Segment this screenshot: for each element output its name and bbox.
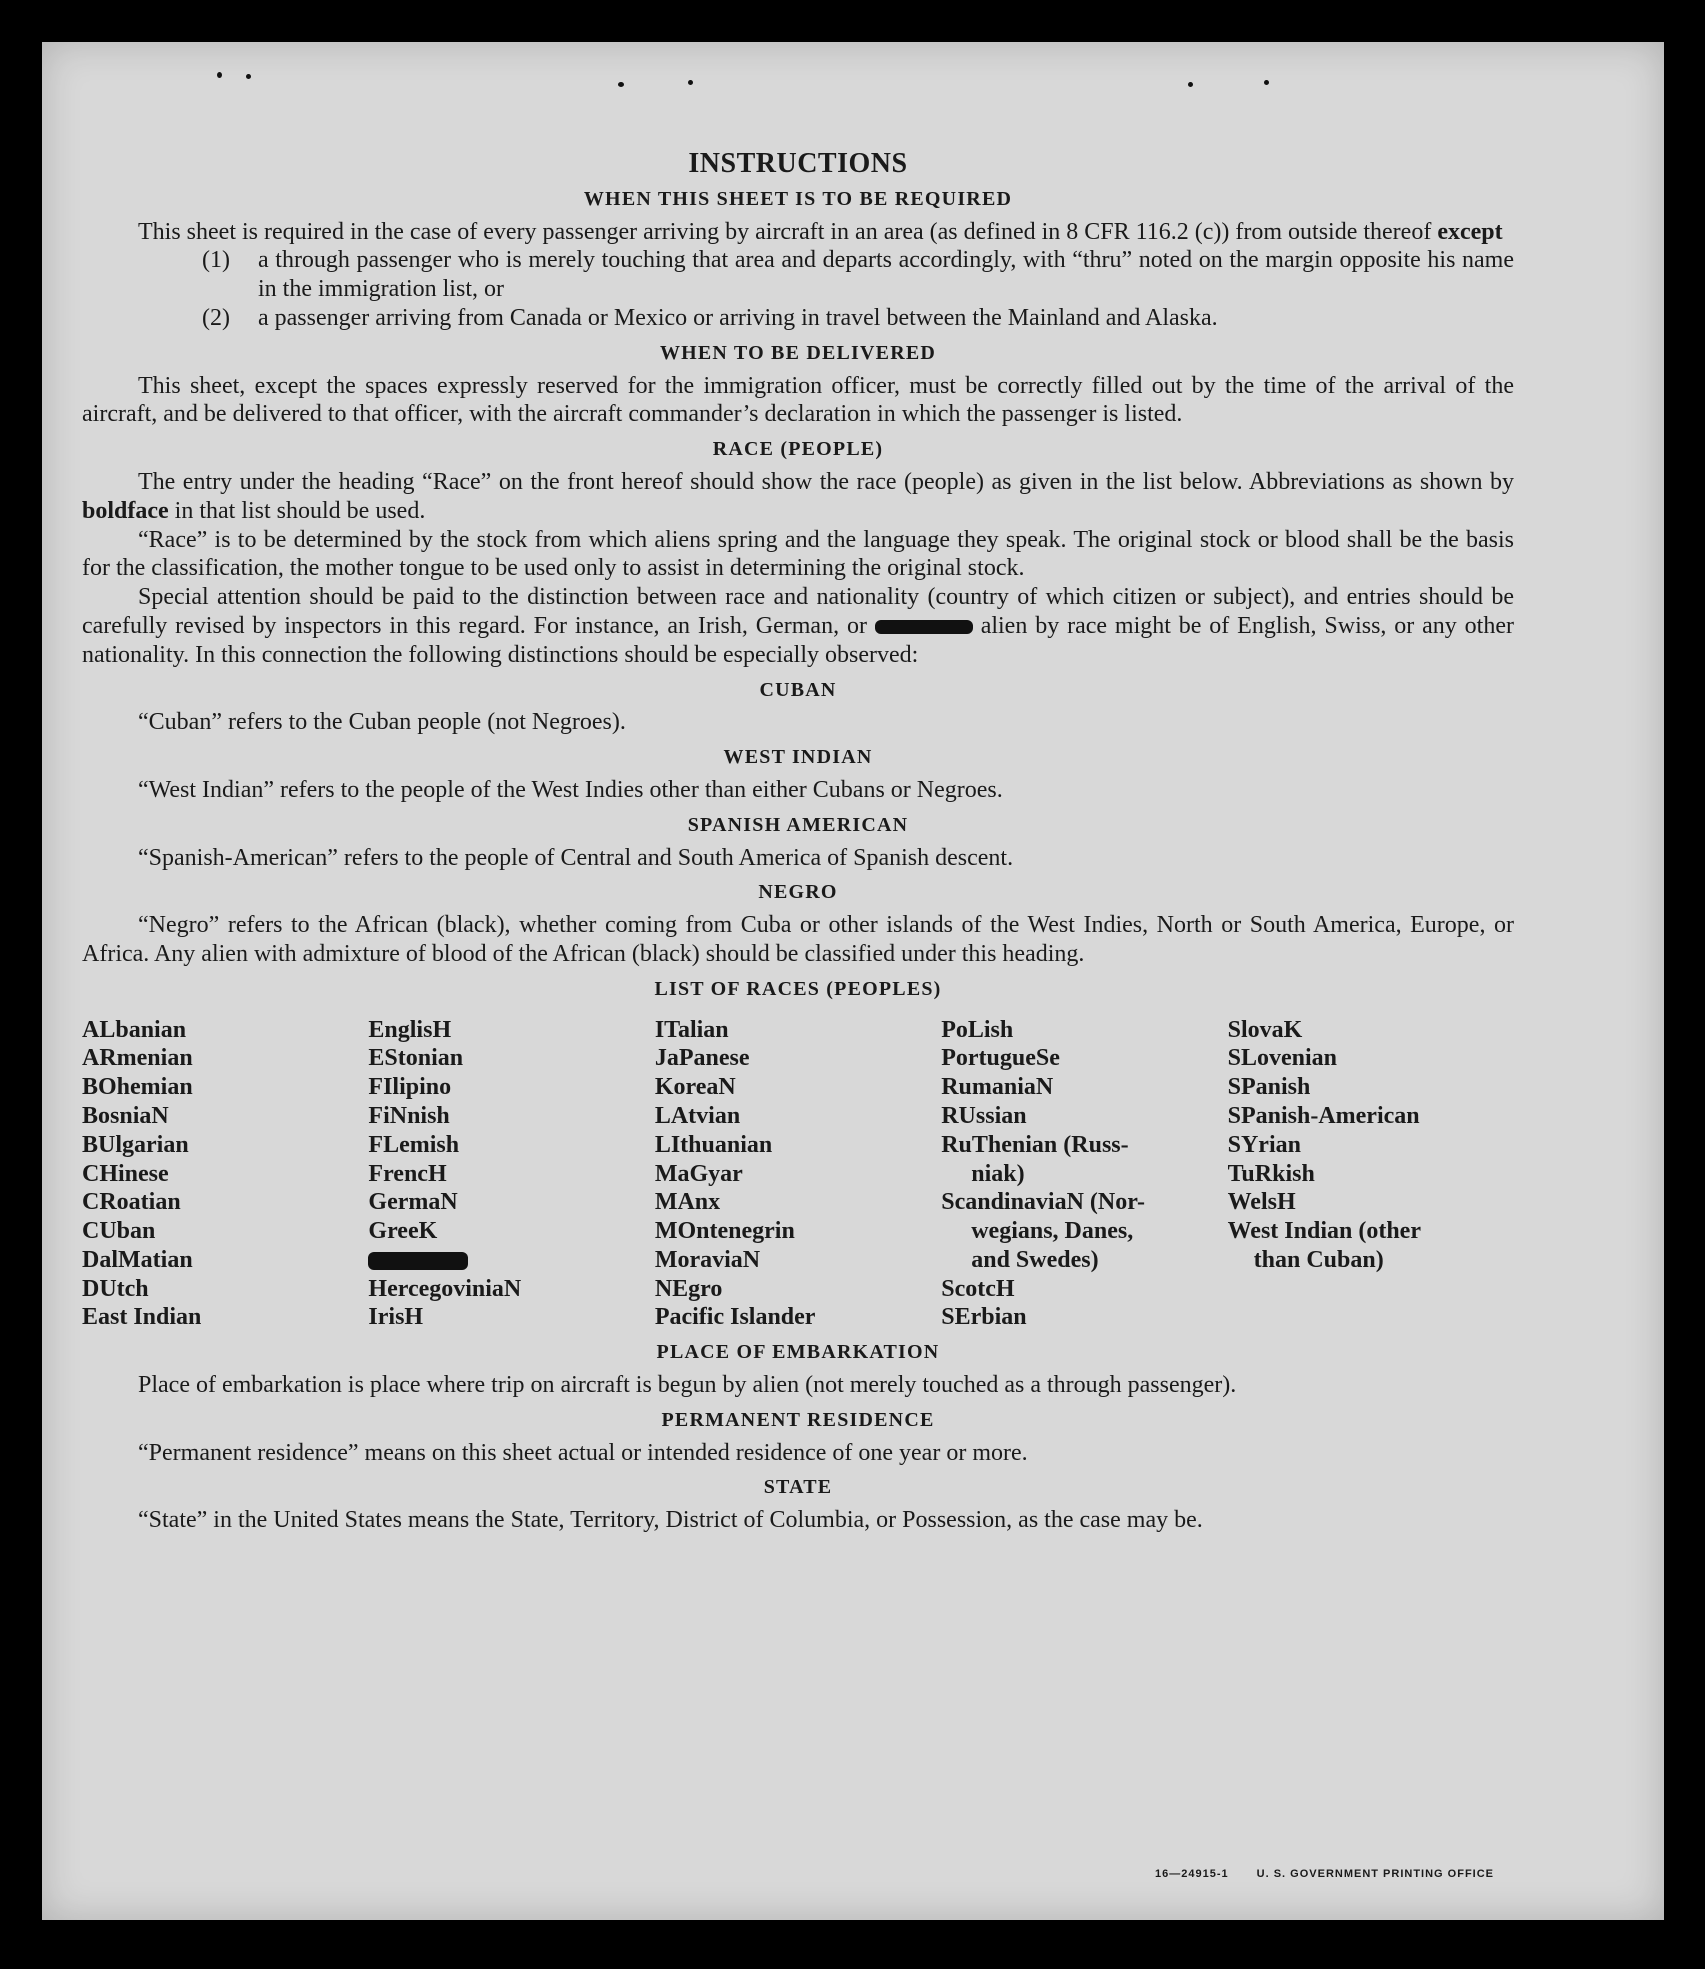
races-column-3 [655,1016,941,1333]
speck [1188,82,1193,87]
race-paragraph-2: “Race” is to be determined by the stock from which aliens spring and the language they speak. The original stock or blood shall be the basis for the classification, the mother tongue to be used only to assist in determining the original stock. [82,526,1514,582]
races-column-4 [941,1016,1227,1333]
race-entry: JaPanese [654,1045,750,1072]
item-number: (2) [202,304,230,331]
race-paragraph-1 [82,468,1514,526]
race-entry: EnglisH [368,1016,452,1043]
race-entry: RumaniaN [941,1074,1054,1101]
instructions-body [82,150,1514,1535]
printer-name: U. S. GOVERNMENT PRINTING OFFICE [1256,1868,1494,1880]
race-entry: West Indian (other [1227,1218,1421,1245]
race-entry-redacted [368,1246,654,1275]
heading-embarkation: PLACE OF EMBARKATION [656,1341,940,1364]
race-entry: Pacific Islander [654,1304,816,1331]
race-entry: IrisH [368,1304,424,1331]
speck [1264,80,1269,85]
speck [246,74,251,79]
race-entry: MaGyar [654,1160,743,1187]
race-entry: SPanish-American [1227,1102,1420,1129]
race-entry: ALbanian [82,1016,187,1043]
heading-list-of-races: LIST OF RACES (PEOPLES) [654,977,942,1000]
race-entry: MAnx [654,1189,721,1216]
form-code: 16—24915-1 [1155,1868,1229,1880]
negro-text: “Negro” refers to the African (black), whether coming from Cuba or other islands of the West Indies, North or South America, Europe, or Africa. Any alien with admixture of blood of the African (black) should be classified under this heading. [82,912,1514,967]
boldface-keyword: boldface [82,497,169,524]
race-p3-text-end: alien by race might be of English, Swiss, or any other nationality. In this connection the following distinctions should be especially observed: [82,612,1514,668]
print-footer [1127,1868,1494,1880]
heading-required: WHEN THIS SHEET IS TO BE REQUIRED [583,187,1013,210]
race-entry: LAtvian [654,1102,741,1129]
race-entry: ScotcH [941,1275,1015,1302]
spanish-american-text: “Spanish-American” refers to the people of Central and South America of Spanish descent. [138,844,1014,871]
race-entry: WelsH [1227,1189,1296,1216]
race-entry: DUtch [82,1275,149,1302]
race-entry: MoraviaN [654,1246,761,1273]
races-column-2 [368,1016,654,1333]
speck [217,72,222,78]
race-entry: KoreaN [654,1074,736,1101]
race-entry: FIlipino [368,1074,452,1101]
race-p1-text: The entry under the heading “Race” on the front hereof should show the race (people) as given in the list below. Abbreviations as shown by [138,468,1514,495]
redaction-mark [368,1252,468,1270]
race-entry: BOhemian [82,1074,193,1101]
races-list [82,1016,1514,1333]
race-p1-text-end: in that list should be used. [168,497,426,524]
race-entry: PortugueSe [941,1045,1060,1072]
embarkation-text: Place of embarkation is place where trip on aircraft is begun by alien (not merely touched as a through passenger). [138,1372,1237,1399]
races-column-1 [82,1016,368,1333]
race-entry: ScandinaviaN (Nor- [941,1189,1146,1216]
heading-state: STATE [763,1476,833,1499]
document-sheet [42,42,1664,1920]
speck [618,82,624,87]
heading-negro: NEGRO [758,881,838,904]
state-text: “State” in the United States means the State, Territory, District of Columbia, or Possession, as the case may be. [138,1507,1203,1534]
race-entry: SlovaK [1227,1016,1303,1043]
item-text: a passenger arriving from Canada or Mexico or arriving in travel between the Mainland and Alaska. [258,304,1218,331]
race-entry: MOntenegrin [654,1218,795,1245]
race-entry: GreeK [368,1218,438,1245]
race-entry: ARmenian [82,1045,193,1072]
heading-west-indian: WEST INDIAN [723,746,873,769]
race-entry: BUlgarian [82,1131,189,1158]
race-entry: RuThenian (Russ- [941,1131,1129,1158]
heading-spanish-american: SPANISH AMERICAN [687,813,909,836]
heading-permanent-residence: PERMANENT RESIDENCE [661,1408,935,1431]
item-number: (1) [202,247,230,274]
except-keyword: except [1437,218,1503,245]
race-entry: ITalian [654,1016,729,1043]
delivered-text: This sheet, except the spaces expressly reserved for the immigration officer, must be correctly filled out by the time of the arrival of the aircraft, and be delivered to that officer, with the aircraft commander’s declaration in which the passenger is listed. [82,372,1514,428]
race-entry-continued: niak) [971,1160,1025,1187]
race-entry: SErbian [941,1304,1027,1331]
race-entry: NEgro [654,1275,723,1302]
list-item [82,246,1514,304]
race-entry: FLemish [368,1131,460,1158]
race-entry: PoLish [941,1016,1014,1043]
list-item [82,304,1514,333]
race-entry-continued: wegians, Danes, [971,1218,1134,1245]
required-intro [82,218,1514,247]
race-entry-continued: than Cuban) [1253,1246,1384,1273]
page-title: INSTRUCTIONS [688,148,908,179]
races-column-5 [1228,1016,1514,1333]
race-entry: LIthuanian [654,1131,773,1158]
race-entry: FrencH [368,1160,447,1187]
race-entry: SYrian [1227,1131,1301,1158]
race-entry: GermaN [368,1189,458,1216]
required-intro-text: This sheet is required in the case of every passenger arriving by aircraft in an area (as defined in 8 CFR 116.2 (c)) from outside thereof [138,218,1438,245]
heading-delivered: WHEN TO BE DELIVERED [659,341,937,364]
cuban-text: “Cuban” refers to the Cuban people (not Negroes). [138,709,626,736]
race-entry: HercegoviniaN [368,1275,522,1302]
race-entry: CRoatian [82,1189,181,1216]
residence-text: “Permanent residence” means on this sheet actual or intended residence of one year or more. [138,1439,1028,1466]
race-entry: EStonian [368,1045,464,1072]
redaction-mark [875,620,973,634]
race-entry: DalMatian [82,1246,193,1273]
race-entry-continued: and Swedes) [971,1246,1099,1273]
race-entry: East Indian [82,1304,202,1331]
heading-cuban: CUBAN [759,678,837,701]
race-entry: BosniaN [82,1102,169,1129]
race-entry: CUban [82,1218,156,1245]
item-text: a through passenger who is merely touching that area and departs accordingly, with “thru” noted on the margin opposite his name in the immigration list, or [258,247,1514,303]
heading-race: RACE (PEOPLE) [712,438,884,461]
race-entry: CHinese [82,1160,169,1187]
west-indian-text: “West Indian” refers to the people of the West Indies other than either Cubans or Negroes. [138,776,1003,803]
race-p3-text: Special attention should be paid to the distinction between race and nationality (country of which citizen or subject), and entries should be carefully revised by inspectors in this regard. For instance, an Irish, German, or [82,584,1514,639]
race-entry: RUssian [941,1102,1027,1129]
race-entry: TuRkish [1227,1160,1315,1187]
race-entry: SLovenian [1227,1045,1337,1072]
race-entry: FiNnish [368,1102,450,1129]
race-paragraph-3 [82,583,1514,669]
race-entry: SPanish [1227,1074,1311,1101]
speck [688,80,693,85]
